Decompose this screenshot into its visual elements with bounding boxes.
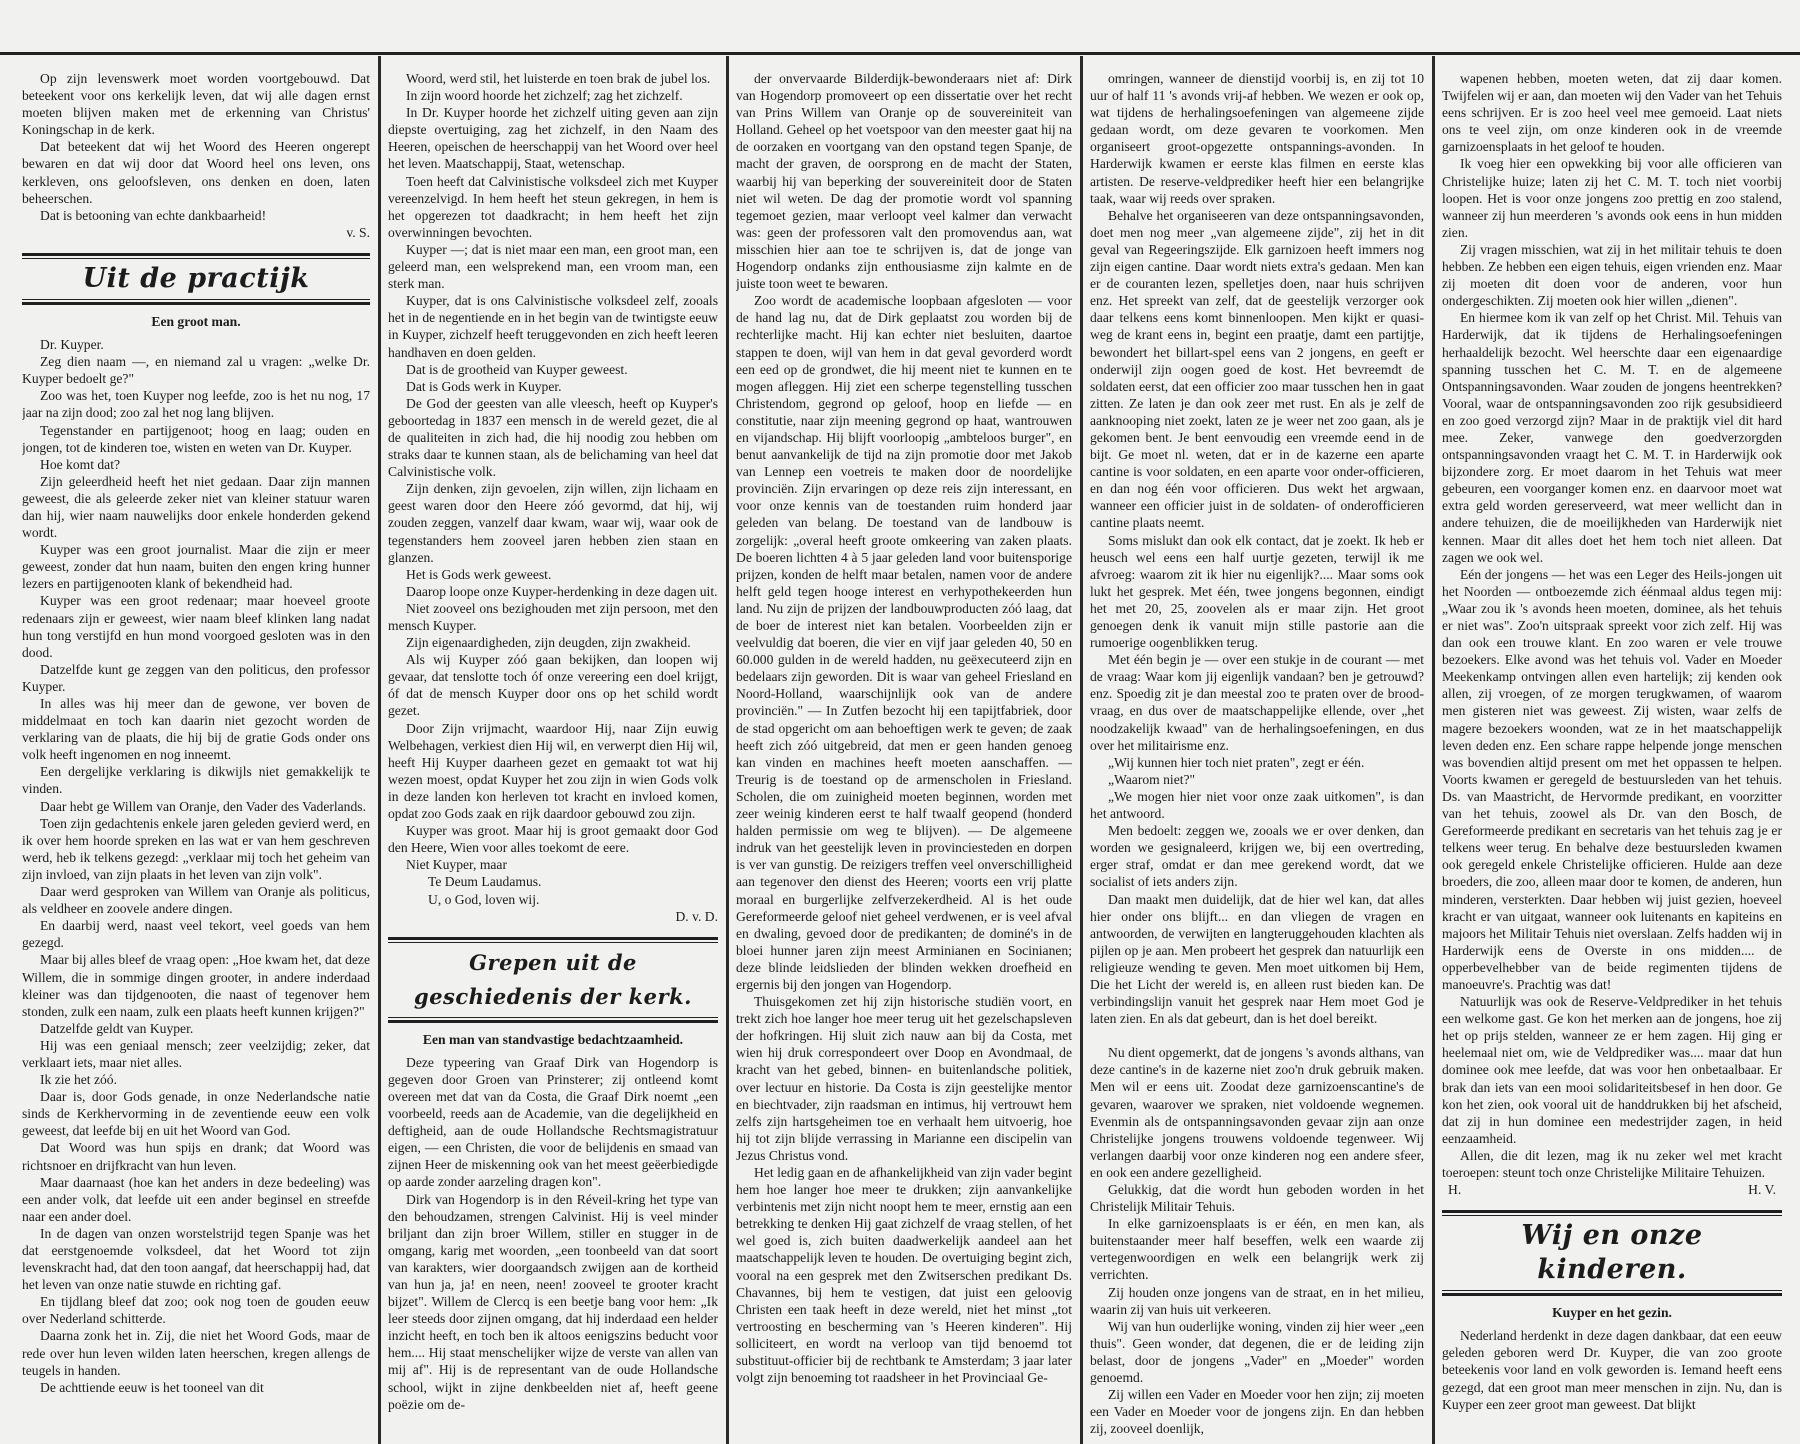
paragraph: Wij van hun ouderlijke woning, vinden zij hier weer „een thuis". Geen wonder, dat degenen, die er de leiding zijn belast, door de jongens „Vader" en „Moeder" worden genoemd. bbox=[1090, 1318, 1424, 1386]
article-body bbox=[388, 1054, 718, 1413]
paragraph: Zijn denken, zijn gevoelen, zijn willen, zijn lichaam en geest waren door den Heere zóó gevormd, dat hij, wij zouden zeggen, vanzelf daar kwam, waar wij, waar ook de tegenstanders hem zooveel jaren hebben zien staan en glanzen. bbox=[388, 481, 718, 565]
paragraph: Kuyper was een groot journalist. Maar die zijn er meer geweest, zonder dat hun naam, buiten den engen kring hunner lezers en partijgenooten klank of bekendheid had. bbox=[22, 542, 370, 592]
paragraph: Toen zijn gedachtenis enkele jaren geleden gevierd werd, en ik over hem hoorde spreken en las wat er van hem geschreven werd, heb ik telkens gezegd: „verklaar mij toch het geheim van zijn invloed, van zijn plaats in het leven van zijn volk". bbox=[22, 815, 370, 882]
paragraph: Daarna zonk het in. Zij, die niet het Woord Gods, maar de rede over hun leven wilden laten heerschen, kregen allengs de teugels in handen. bbox=[22, 1328, 370, 1378]
paragraph: Dat is de grootheid van Kuyper geweest. bbox=[406, 361, 628, 377]
article-signature bbox=[1442, 1181, 1782, 1198]
article-body bbox=[388, 70, 718, 873]
doxology-line-2: U, o God, loven wij. bbox=[428, 891, 540, 907]
article-body bbox=[22, 336, 370, 1396]
paragraph: Zijn eigenaardigheden, zijn deugden, zijn zwakheid. bbox=[406, 635, 691, 651]
section-header-grepen bbox=[388, 937, 718, 1023]
paragraph: Dirk van Hogendorp is in den Réveil-kring het type van den behoudzamen, strengen Calvinist. Hij is veel minder briljant dan zijn broer Willem, stiller en stugger in de omgang, karig met woorden, „een toonbeeld van dat soort van karakters, wier doorgaandsch zwijgen aan de kortheid van hun ja, ja! en neen, neen! zooveel te grooter kracht bijzet". Willem de Clercq is een beetje bang voor hem: „Ik leer steeds door zijnen omgang, dat hij inderdaad een helder inzicht heeft, en toch ben ik altoos eenigszins beducht voor hem.... Hij staat menschelijker wijze de verste van allen van mij af". Hij is de representant van de oude Hollandsche school, wijkt in zijne denkbeelden niet af, heeft geene poëzie om de- bbox=[388, 1191, 718, 1412]
column-divider bbox=[1080, 56, 1083, 1444]
paragraph: Behalve het organiseeren van deze ontspanningsavonden, doet men nog meer „van algemeene zijde", zij het in dit geval van Regeeringszijde. Elk garnizoen heeft immers nog zijn eigen cantine. Daar wordt niets extra's gedaan. Men kan er de couranten lezen, spelletjes doen, naar huis schrijven enz. Het spreekt van zelf, dat de geestelijk verzorger ook daar telkens eens komt binnenloopen. Men kijkt er quasi-weg de krant eens in, begint een praatje, damt een partijtje, bewondert het billart-spel eens van 2 jongens, en geeft er onderwijl zijn oogen goed de kost. Het bevreemdt de soldaten eerst, dat een officier zoo maar tusschen hen in gaat zitten. Ze laten je dan ook zeer met rust. En als je zelf de aanknooping niet zoekt, laten ze je weer net zoo gaan, als je gekomen bent. Je bent eenvoudig een vreemde eend in de bijt. Ge moet nl. weten, dat er in de kazerne een aparte cantine is voor soldaten, en een aparte voor onder-officieren, en dan nog één voor officieren. Dus wekt het argwaan, wanneer een officier juist in de soldaten- of onderofficieren cantine plaats neemt. bbox=[1090, 207, 1424, 531]
paragraph: En daarbij werd, naast veel tekort, veel goeds van hem gezegd. bbox=[22, 918, 370, 951]
paragraph: Nederland herdenkt in deze dagen dankbaar, dat een eeuw geleden geboren werd Dr. Kuyper, die van zoo groote beteekenis voor land en volk geworden is. Iemand heeft eens gezegd, dat een groot man meer menschen in zijn. Nu, dan is Kuyper een zeer groot man geweest. Dat blijkt bbox=[1442, 1328, 1782, 1412]
paragraph: Zoo wordt de academische loopbaan afgesloten — voor de hand lag nu, dat de Dirk geplaatst zou worden bij de rechterlijke macht. Hij kan echter niet besluiten, daartoe stappen te doen, wijl van hem in dat geval gevorderd wordt een eed op de grondwet, die hij meent niet te kunnen en te mogen afleggen. Hij ziet een scherpe tegenstelling tusschen Christendom, gegrond op geloof, hoop en liefde — en constitutie, naar zijn meening gegrond op haat, wantrouwen en vijandschap. Hij blijft voorloopig „ambteloos burger", en benut aanvankelijk de tijd na zijn promotie door met Jakob van Lennep een voetreis te maken door de noordelijke provinciën. Zijn ervaringen op deze reis zijn interessant, en voor onze kennis van de toestanden ruim honderd jaar geleden van belang. De toestand van de landbouw is zorgelijk: „overal heeft groote omkeering van zaken plaats. De boeren lichtten 4 à 5 jaar geleden land voor buitensporige prijzen, konden de helft maar betalen, namen voor de andere helft geld tegen hooge interest en verhypothekeerden hun land. Nu zijn de prijzen der landbouwproducten zóó laag, dat de boer de interest niet kan betalen. Voorbeelden zijn er veelvuldig dat boeren, die vier en vijf jaar geleden 40, 50 en 60.000 gulden in de wereld hadden, nu geëxecuteerd zijn en bedelaars zijn geworden. Dit is waar van geheel Friesland en Noord-Holland, waarschijnlijk ook van de andere provinciën." — In Zutfen bezocht hij een tapijtfabriek, door de stad opgericht om aan behoeftigen werk te geven; de zaak heeft zich zóó uitgebreid, dat men er geen handen genoeg kan vinden en machines heeft moeten aanschaffen. — Treurig is de toestand op de armenscholen in Friesland. Scholen, die om zuinigheid moeten beginnen, worden met zeer weinig kinderen eerst te half twaalf geopend (honderd halden permissie om weg te blijven). — De algemeene indruk van het geestelijk leven in provinciesteden en dorpen is ver van gunstig. De reizigers treffen veel onverschilligheid aan tegenover den dienst des Heeren; voorts een vrij platte moraal en burgerlijke zelfverzekerdheid. Al is het oude Gereformeerde geloof niet geheel verdwenen, er is veel afval en dwaling, gevoed door de predikanten; de dominé's in de bloei hunner jaren zijn meest Arminianen en Socinianen; deze blinde leidslieden der blinden wekken droefheid en ergernis bij den jongen van Hogendorp. bbox=[736, 293, 1072, 992]
paragraph: Zijn geleerdheid heeft het niet gedaan. Daar zijn mannen geweest, die als geleerde zeker niet van kleiner statuur waren dan hij, wier naam nauwelijks door enkele honderden gekend wordt. bbox=[22, 473, 370, 541]
paragraph: „We mogen hier niet voor onze zaak uitkomen", is dan het antwoord. bbox=[1090, 788, 1424, 822]
article-title: Kuyper en het gezin. bbox=[1552, 1305, 1672, 1321]
paragraph: wapenen hebben, moeten weten, dat zij daar komen. Twijfelen wij er aan, dan moeten wij den Vader van het Tehuis eens schrijven. Er is zoo heel veel mee gemoeid. Laat niets ons te veel zijn, om onze kinderen ook in de vreemde garnizoensplaats in het geloof te houden. bbox=[1442, 71, 1782, 155]
column-2 bbox=[388, 70, 718, 1444]
article-body bbox=[1442, 70, 1782, 1181]
paragraph: Zij houden onze jongens van de straat, en in het milieu, waarin zij van huis uit verkeeren. bbox=[1090, 1284, 1424, 1317]
paragraph: „Waarom niet?" bbox=[1108, 771, 1196, 787]
paragraph: Dat Woord was hun spijs en drank; dat Woord was richtsnoer en drijfkracht van hun leven. bbox=[22, 1140, 370, 1173]
paragraph: Datzelfde geldt van Kuyper. bbox=[40, 1020, 194, 1036]
paragraph: Daar hebt ge Willem van Oranje, den Vader des Vaderlands. bbox=[40, 798, 366, 814]
paragraph: Kuyper was een groot redenaar; maar hoeveel groote redenaars zijn er geweest, wier naam bleef klinken lang nadat hun tong verstijfd en hun mond voorgoed gesloten was in den dood. bbox=[22, 593, 370, 660]
paragraph: Met één begin je — over een stukje in de courant — met de vraag: Waar kom jij eigenlijk vandaan? ben je getrouwd? enz. Spoedig zit je dan meestal zoo te praten over de brood-vraag, en dus over de maatschappelijke ellende, over „het noodzakelijk kwaad" van de herhalingsoefeningen, en dus over het militairisme enz. bbox=[1090, 652, 1424, 753]
paragraph: der onvervaarde Bilderdijk-bewonderaars niet af: Dirk van Hogendorp promoveert op een dissertatie over het recht van Prins Willem van Oranje op de souvereiniteit van Holland. Geheel op het voetspoor van den meester gaat hij na de oorzaken en voortgang van den opstand tegen Spanje, de macht der graven, de oorsprong en de macht der Staten, waarbij hij van beperking der souvereiniteit door de Staten niet wil weten. De dag der promotie wordt vol spanning tegemoet gezien, maar verloopt veel kalmer dan verwacht was: geen der professoren valt den promovendus aan, wat misschien hier aan toe te schrijven is, dat de jonge van Hogendorp ondanks zijn enthousiasme zijn kalmte en de juiste toon weet te bewaren. bbox=[736, 71, 1072, 292]
paragraph: Maar bij alles bleef de vraag open: „Hoe kwam het, dat deze Willem, die in sommige dingen grooter, in andere inderdaad kleiner was dan tijdgenooten, die naast of tegenover hem stonden, zulk een naam, zulk een plaats heeft kunnen krijgen?" bbox=[22, 952, 370, 1019]
paragraph: Woord, werd stil, het luisterde en toen brak de jubel los. bbox=[406, 71, 711, 86]
section-title: Grepen uit de geschiedenis der kerk. bbox=[414, 949, 692, 1009]
paragraph: De achttiende eeuw is het tooneel van dit bbox=[40, 1379, 264, 1395]
column-5 bbox=[1442, 70, 1782, 1444]
paragraph: Niet zooveel ons bezighouden met zijn persoon, met den mensch Kuyper. bbox=[388, 600, 718, 633]
paragraph: Gelukkig, dat die wordt hun geboden worden in het Christelijk Militair Tehuis. bbox=[1090, 1182, 1424, 1215]
paragraph: Het ledig gaan en de afhankelijkheid van zijn vader begint hem hoe langer hoe meer te drukken; zijn aanvankelijke verbintenis met zijn nicht noopt hem te meer, ernstig aan een betrekking te denken Hij gaat zichzelf de vraag stellen, of het wel goed is, zich buiten daadwerkelijk aandeel aan het maatschappelijk leven te houden. De overtuiging begint zich, vooral na een gesprek met den Zwitserschen predikant Ds. Chavannes, bij hem te vestigen, dat juist een geloovig Christen een taak heeft in deze wereld, niet het minst „tot vertroosting en bescherming van 's Heeren kinderen". Hij solliciteert, en wordt na verloop van tijd benoemd tot substituut-officier bij de rechtbank te Amsterdam; 3 jaar later volgt zijn benoeming tot raadsheer in het Provinciaal Ge- bbox=[736, 1165, 1072, 1386]
article-title: Een groot man. bbox=[151, 313, 241, 329]
intro-text bbox=[22, 70, 370, 224]
article-body bbox=[1090, 70, 1424, 1437]
article-body bbox=[736, 70, 1072, 1386]
paragraph: Men bedoelt: zeggen we, zooals we er over denken, dan worden we gesignaleerd, krijgen we, bij een overtreding, erger straf, omdat er dan mee gerekend wordt, dat we socialist of iets anders zijn. bbox=[1090, 823, 1424, 890]
paragraph: Dr. Kuyper. bbox=[40, 337, 104, 353]
paragraph: Hij was een geniaal mensch; zeer veelzijdig; zeker, dat verklaart iets, maar niet alles. bbox=[22, 1037, 370, 1070]
section-header-uit-de-practijk bbox=[22, 253, 370, 305]
paragraph: Kuyper was groot. Maar hij is groot gemaakt door God den Heere, Wien voor alles toekomt de eere. bbox=[388, 823, 718, 856]
column-divider bbox=[378, 56, 381, 1444]
doxology-line-1: Te Deum Laudamus. bbox=[428, 874, 542, 890]
paragraph: Als wij Kuyper zóó gaan bekijken, dan loopen wij gevaar, dat tenslotte toch óf onze vereering een doel krijgt, óf dat de mensch Kuyper door ons op het schild wordt gezet. bbox=[388, 652, 718, 719]
paragraph: Zoo was het, toen Kuyper nog leefde, zoo is het nu nog, 17 jaar na zijn dood; zoo zal het nog lang blijven. bbox=[22, 388, 370, 421]
paragraph: Datzelfde kunt ge zeggen van den politicus, den professor Kuyper. bbox=[22, 661, 370, 694]
article-signature: D. v. D. bbox=[675, 908, 718, 924]
paragraph: Natuurlijk was ook de Reserve-Veldprediker in het tehuis een welkome gast. Ge kon het merken aan de jongens, hoe zij het op prijs stelden, wanneer ze er hem zagen. Hij ging er heelemaal niet om, wie de Veldprediker was.... maar dat hun dominee ook mee leefde, dat was voor hen onbetaalbaar. Er brak dan iets van een mooi solidariteitsbesef in hen door. Ge kon het zien, ook vooral uit de handdrukken bij het afscheid, dat zij in hun dominee een medestrijder zagen, in heid eenzaamheid. bbox=[1442, 994, 1782, 1146]
column-4 bbox=[1090, 70, 1424, 1444]
paragraph: Het is Gods werk geweest. bbox=[406, 566, 552, 582]
paragraph: Niet Kuyper, maar bbox=[406, 857, 507, 873]
section-header-wij-en-onze-kinderen bbox=[1442, 1210, 1782, 1296]
intro-signature: v. S. bbox=[346, 224, 370, 240]
signature-left: H. bbox=[1448, 1182, 1462, 1198]
paragraph: Zeg dien naam —, en niemand zal u vragen: „welke Dr. Kuyper bedoelt ge?" bbox=[22, 354, 370, 387]
column-divider bbox=[726, 56, 729, 1444]
paragraph: Soms mislukt dan ook elk contact, dat je zoekt. Ik heb er heusch wel eens een half uurtje gezeten, terwijl ik me afvroeg: waarom zit ik hier nu eigenlijk?.... Maar soms ook lukt het gesprek. Met één, twee jongens begonnen, eindigt het met 20, 25, zoovelen als er maar zijn. Het groot genoegen denk ik vanuit mijn stille pastorie aan die rumoerige oogenblikken terug. bbox=[1090, 532, 1424, 651]
column-1 bbox=[22, 70, 370, 1444]
paragraph: En hiermee kom ik van zelf op het Christ. Mil. Tehuis van Harderwijk, dat ik tijdens de Herhalingsoefeningen herhaaldelijk bezocht. Wel heerschte daar een eigenaardige spanning tusschen het C. M. T. en de algemeene Ontspanningsavonden. Waar zouden de jongens heentrekken? Vooral, waar de ontspanningsavonden zoo rijk gesubsidieerd en zoo goed verzorgd zijn? Maar in de praktijk viel dit hard mee. Zeker, vanwege den goedverzorgden ontspanningsavonden vraagt het C. M. T. in Harderwijk ook bijzondere zorg. Er moet daarom in het Tehuis wat meer gebeuren, een voorganger komen enz. en daarvoor moet wat extra geld worden gereserveerd, wat meer wellicht dan in andere tehuizen, die de moeilijkheden van Harderwijk niet kennen. Maar dit alles doet het hem toch niet alleen. Dat zagen we ook wel. bbox=[1442, 310, 1782, 565]
column-3 bbox=[736, 70, 1072, 1444]
paragraph: Allen, die dit lezen, mag ik nu zeker wel met kracht toeroepen: steunt toch onze Christelijke Militaire Tehuizen. bbox=[1442, 1147, 1782, 1180]
paragraph: Een dergelijke verklaring is dikwijls niet gemakkelijk te vinden. bbox=[22, 764, 370, 797]
paragraph: In zijn woord hoorde het zichzelf; zag het zichzelf. bbox=[406, 88, 683, 104]
paragraph: De God der geesten van alle vleesch, heeft op Kuyper's geboortedag in 1837 een mensch in de wereld gezet, die al de qualiteiten in zich had, die hij noodig zou hebben om straks daar te kunnen staan, als de belichaming van heel dat Calvinistische volk. bbox=[388, 395, 718, 480]
paragraph: In de dagen van onzen worstelstrijd tegen Spanje was het dat eerstgenoemde volksdeel, dat het Woord tot zijn levenskracht had, dat den toon aangaf, dat heerschappij had, dat het leven van onze natie stuwde en richting gaf. bbox=[22, 1225, 370, 1293]
paragraph: Door Zijn vrijmacht, waardoor Hij, naar Zijn euwig Welbehagen, verkiest dien Hij wil, en verwerpt dien Hij wil, heeft Hij Kuyper daarheen gezet en gemaakt tot wat hij wezen moest, opdat Kuyper het zou zijn in wien Gods volk in deze landen kon herleven tot kracht en invloed komen, opdat zoo Gods zaak en rijk daardoor gebouwd zou zijn. bbox=[388, 720, 718, 822]
column-divider bbox=[1432, 56, 1435, 1444]
paragraph: Zij willen een Vader en Moeder voor hen zijn; zij moeten een Vader en Moeder voor de jongens zijn. En dan hebben zij, zooveel doenlijk, bbox=[1090, 1387, 1424, 1437]
paragraph: Kuyper —; dat is niet maar een man, een groot man, een geleerd man, een welsprekend man, een vroom man, een sterk man. bbox=[388, 241, 718, 292]
paragraph: Dan maakt men duidelijk, dat de hier wel kan, dat alles hier onder ons blijft... en dan vliegen de vragen en antwoorden, de verwijten en langteruggehouden klachten als pijlen op je aan. Men probeert het gesprek dan natuurlijk een religieuze wending te geven. Men moet uitkomen bij Hem, Die het Licht der wereld is, en alleen rust bieden kan. De verbindingslijn vanuit het gesprek naar Hem moet God je laten zien. En als dat gebeurt, dan is het doel bereikt. bbox=[1090, 891, 1424, 1027]
paragraph: Hoe komt dat? bbox=[40, 456, 121, 472]
paragraph: Daar werd gesproken van Willem van Oranje als politicus, als veldheer en zoovele andere dingen. bbox=[22, 884, 370, 917]
paragraph: Ik zie het zóó. bbox=[40, 1072, 117, 1088]
paragraph: In elke garnizoensplaats is er één, en men kan, als buitenstaander meer half beseffen, welk een waarde zij vertegenwoordigen en welk een belangrijk werk zij verrichten. bbox=[1090, 1216, 1424, 1283]
paragraph: Daar is, door Gods genade, in onze Nederlandsche natie sinds de Kerkhervorming in de zeventiende eeuw een volk geweest, dat leefde bij en uit het Woord van God. bbox=[22, 1089, 370, 1139]
paragraph: Zij vragen misschien, wat zij in het militair tehuis te doen hebben. Ze hebben een eigen tehuis, eigen vrienden enz. Maar zij moeten dit doen voor de anderen, voor hun ondergeschikten. Zij moeten ook hier willen „dienen". bbox=[1442, 241, 1782, 309]
signature-right: H. V. bbox=[1748, 1182, 1776, 1198]
paragraph: omringen, wanneer de dienstijd voorbij is, en zij tot 10 uur of half 11 's avonds vrij-af hebben. We wezen er ook op, wat tijdens de herhalingsoefeningen van algemeene zijde gedaan wordt, om deze gevaren te voorkomen. Men organiseert groot-opgezette ontspannings-avonden. In Harderwijk kwamen er eerste klas filmen en eerste klas artisten. De reserve-veldprediker heeft hier een belangrijke taak, waar wij reeds over spraken. bbox=[1090, 71, 1424, 206]
paragraph: Daarop loope onze Kuyper-herdenking in deze dagen uit. bbox=[406, 583, 718, 599]
paragraph: Nu dient opgemerkt, dat de jongens 's avonds althans, van deze cantine's in de kazerne niet zoo'n druk gebruik maken. Men wil er eens uit. Zoodat deze garnizoenscantine's de gevaren, waarover we spraken, niet voldoende wegnemen. Evenmin als de ontspanningsavonden gevaar zijn aan onze Christelijke jongens trouwens voldoende tegenweer. Wij verlangen daarbij voor onze kinderen nog een andere sfeer, en ook een andere gezelligheid. bbox=[1090, 1045, 1424, 1180]
paragraph: Eén der jongens — het was een Leger des Heils-jongen uit het Noorden — ontboezemde zich éénmaal aldus tegen mij: „Waar zou ik 's avonds heen moeten, dominee, als het tehuis er niet was". Zoo'n uitspraak spreekt voor zich zelf. Hij was dan ook een trouwe klant. En zoo waren er vele trouwe bezoekers. Elke avond was het tehuis vol. Vader en Moeder Meekenkamp ontvingen allen even hartelijk; zij kenden ook allen, zij vroegen, of ze morgen terugkwamen, of waarom men gisteren niet was geweest. Zij wisten, waar zelfs de magere bezoekers woonden, wat ze in het maatschappelijk leven deden enz. Een schare rappe helpende jonge menschen was bovendien altijd present om met het oppassen te helpen. Voorts kwamen er geregeld de bestuursleden van het tehuis. Ds. van Maastricht, de Hervormde predikant, en voorzitter van het tehuis, zoowel als Dr. van den Bosch, de Gereformeerde predikant en secretaris van het tehuis zag je er telkens weer terug. En behalve deze bestuursleden kwamen ook geregeld enkele Christelijke officieren. Hulde aan deze broeders, die zoo, alleen maar door te komen, de anderen, hun minderen, versterkten. Daar hebben wij juist gezien, hoeveel kracht er van uitgaat, wanneer ook luitenants en kapiteins en majoors het Militair Tehuis niet overslaan. Zelfs hadden wij in Harderwijk eens de Overste in ons midden.... de opperbevelhebber van de beide regimenten tijdens de manoeuvre's. Prachtig was dat! bbox=[1442, 566, 1782, 992]
paragraph: Dat is Gods werk in Kuyper. bbox=[406, 378, 562, 394]
paragraph: Deze typeering van Graaf Dirk van Hogendorp is gegeven door Groen van Prinsterer; zij ontleend komt overeen met dat van da Costa, die Graaf Dirk noemt „een voorbeeld, reeds aan de Academie, van die degelijkheid en deftigheid, aan de oude Hollandsche Rechtsmagistratuur eigen, — een Christen, die voor de belijdenis en smaad van zijnen Heer de miskenning ook van het meest geëerbiedigde op aarde zonder aarzeling dragen kon". bbox=[388, 1054, 718, 1190]
paragraph: „Wij kunnen hier toch niet praten", zegt er één. bbox=[1108, 754, 1365, 770]
section-title: Wij en onze kinderen. bbox=[1521, 1220, 1703, 1286]
paragraph: En tijdlang bleef dat zoo; ook nog toen de gouden eeuw over Nederland schitterde. bbox=[22, 1294, 370, 1327]
paragraph: Dat beteekent dat wij het Woord des Heeren ongerept bewaren en dat wij door dat Woord heel ons leven, ons kerkleven, ons geloofsleven, ons denken en doen, laten beheerschen. bbox=[22, 139, 370, 206]
paragraph-gap bbox=[1090, 1027, 1424, 1044]
paragraph: Kuyper, dat is ons Calvinistische volksdeel zelf, zooals het in de negentiende en in het begin van de twintigste eeuw in Kuyper, zichzelf heeft teruggevonden en zich heeft leeren handhaven en doen gelden. bbox=[388, 293, 718, 360]
paragraph: Maar daarnaast (hoe kan het anders in deze bedeeling) was een ander volk, dat leefde uit een ander beginsel en streefde naar een ander doel. bbox=[22, 1174, 370, 1224]
article-title: Een man van standvastige bedachtzaamheid. bbox=[422, 1031, 684, 1047]
paragraph: Op zijn levenswerk moet worden voortgebouwd. Dat beteekent voor ons kerkelijk leven, dat wij alle dagen ernst moeten blijven maken met de erkenning van Christus' Koningschap in de kerk. bbox=[22, 71, 370, 138]
paragraph: Ik voeg hier een opwekking bij voor alle officieren van Christelijke huize; laten zij het C. M. T. toch niet voorbij loopen. Het is voor onze jongens zoo prettig en zoo stalend, wanneer zij hun meerderen 's avonds ook eens in hun midden zien. bbox=[1442, 156, 1782, 240]
article-body bbox=[1442, 1327, 1782, 1412]
paragraph: Dat is betooning van echte dankbaarheid! bbox=[40, 207, 267, 223]
paragraph: Thuisgekomen zet hij zijn historische studiën voort, en trekt zich hoe langer hoe meer terug uit het gezelschapsleven der hofkringen. Hij sluit zich nauw aan bij da Costa, met wien hij druk correspondeert over Doop en Avondmaal, de kracht van het gebed, binnen- en buitenlandsche politiek, over lectuur en historie. Da Costa is zijn geestelijke mentor en biechtvader, zijn raadsman en intimus, hij vertrouwt hem zelfs zijn hartsgeheimen toe en verhaalt hem uitvoerig, hoe hij tot zijn blijde verrassing in Marianne een discipelin van Jezus Christus vond. bbox=[736, 994, 1072, 1163]
paragraph: In alles was hij meer dan de gewone, ver boven de middelmaat en toch kan daarin niet gezocht worden de verklaring van de plaats, die hij bij de gratie Gods onder ons volk heeft ingenomen en nog inneemt. bbox=[22, 696, 370, 763]
paragraph: In Dr. Kuyper hoorde het zichzelf uiting geven aan zijn diepste overtuiging, zag het zichzelf, in den Naam des Heeren, opeischen de heerschappij van het Woord over heel het leven. Maatschappij, Staat, wetenschap. bbox=[388, 105, 718, 172]
section-title: Uit de practijk bbox=[82, 262, 310, 294]
paragraph: Tegenstander en partijgenoot; hoog en laag; ouden en jongen, tot de kinderen toe, wisten en weten van Dr. Kuyper. bbox=[22, 422, 370, 455]
paragraph: Toen heeft dat Calvinistische volksdeel zich met Kuyper vereenzelvigd. In hem heeft het steun gekregen, in hem is het opgerezen tot daadkracht; in hem heeft het zijn overwinningen bevochten. bbox=[388, 173, 718, 240]
top-rule bbox=[0, 52, 1800, 55]
